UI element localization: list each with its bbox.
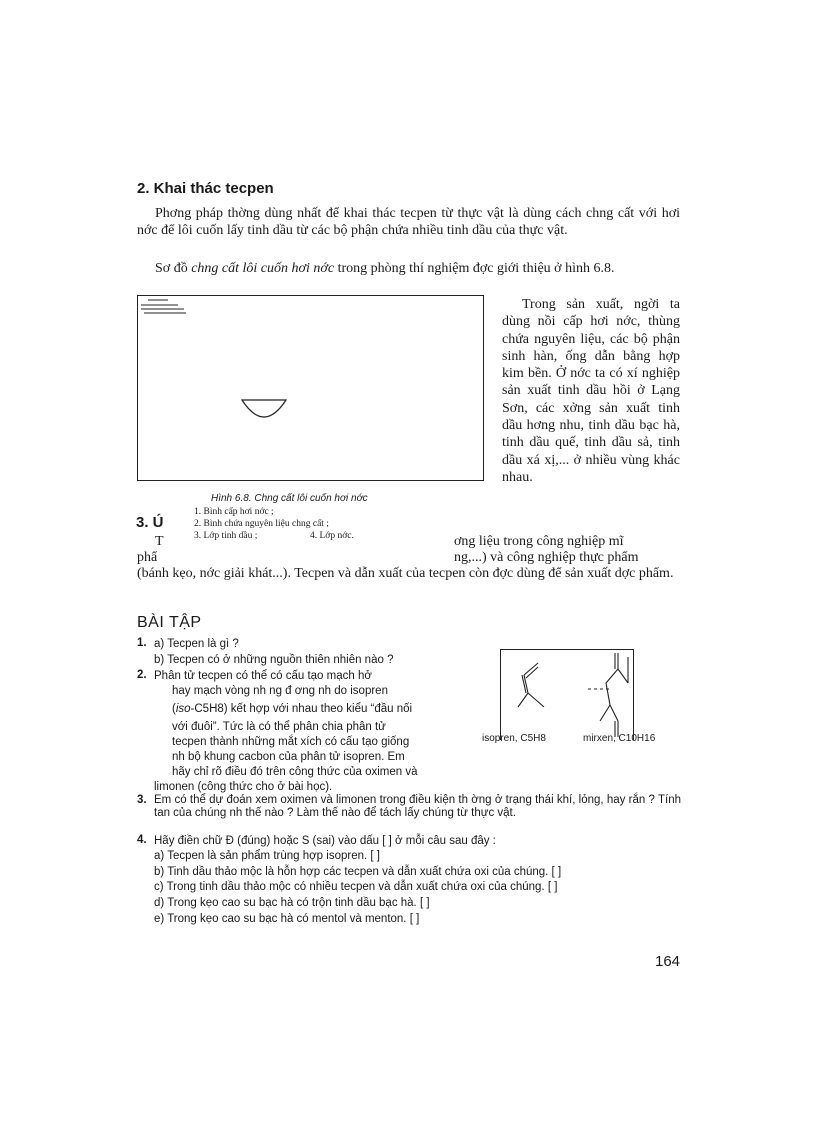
- q4-d: d) Trong kẹo cao su bạc hà có trộn tinh dầu bạc hà. [ ]: [154, 897, 430, 909]
- section-3-number: 3. Ú: [136, 514, 164, 531]
- figure-caption: Hình 6.8. Chng cất lôi cuốn hơi nớc: [211, 493, 368, 504]
- side-column-text: Trong sản xuất, ngời ta dùng nồi cấp hơi nớc, thùng chứa nguyên liệu, các bộ phận sinh hàn, ống dẫn bằng hợp kim bền. Ở nớc ta có xí nghiệp sản xuất tinh dầu hồi ở Lạng Sơn, các xởng sản xuất tinh dầu hơng nhu, tinh dầu bạc hà, tinh dầu quế, tinh dầu sả, tinh dầu xá xị,... ở nhiều vùng khác nhau.: [502, 297, 680, 485]
- structure-box: [500, 649, 634, 740]
- q3-number: 3.: [137, 794, 147, 806]
- section-2-paragraph-1: Phơng pháp thờng dùng nhất để khai thác tecpen từ thực vật là dùng cách chng cất với hơi nớc để lôi cuốn lấy tinh dầu từ các bộ phận chứa nhiều tinh dầu của thực vật.: [137, 206, 680, 238]
- q4-c: c) Trong tinh dầu thảo mộc có nhiều tecpen và dẫn xuất chứa oxi của chúng. [ ]: [154, 881, 558, 893]
- separating-funnel-bowl: [242, 400, 286, 417]
- q4-e: e) Trong kẹo cao su bạc hà có mentol và menton. [ ]: [154, 913, 420, 925]
- q2-line-2: hay mạch vòng nh ng đ ơng nh do isopren: [172, 685, 388, 697]
- para2-italic: chng cất lôi cuốn hơi nớc: [191, 261, 335, 276]
- section-2-title: 2. Khai thác tecpen: [137, 180, 274, 197]
- section-3-line-2-end: ng,...) và công nghiệp thực phẩm: [454, 550, 639, 565]
- q4-a: a) Tecpen là sản phẩm trùng hợp isopren. [ ]: [154, 850, 380, 862]
- q4-b: b) Tinh dầu thảo mộc là hỗn hợp các tecpen và dẫn xuất chứa oxi của chúng. [ ]: [154, 866, 562, 878]
- q2-line-6: nh bộ khung cacbon của phân tử isopren. Em: [172, 751, 405, 763]
- distillation-diagram: [138, 296, 483, 480]
- q2-line-3-rest: -C5H8) kết hợp với nhau theo kiểu “đầu nối: [190, 703, 413, 715]
- page-number: 164: [655, 953, 681, 970]
- para2-post: trong phòng thí nghiệm đợc giới thiệu ở hình 6.8.: [334, 261, 615, 276]
- q4-text: Hãy điền chữ Đ (đúng) hoặc S (sai) vào dấu [ ] ở mỗi câu sau đây :: [154, 835, 496, 847]
- q2-line-5: tecpen thành những mắt xích có cấu tạo giống: [172, 736, 410, 748]
- q2-line-3-open: (: [172, 703, 176, 715]
- isoprene-label: isopren, C5H8: [482, 733, 546, 744]
- legend-item-2: 2. Bình chứa nguyên liệu chng cất ;: [194, 519, 329, 529]
- q2-line-4: với đuôi”. Tức là có thể phân chia phân tử: [172, 721, 386, 733]
- q2-line-8: limonen (công thức cho ở bài học).: [154, 781, 333, 793]
- water-lines: [141, 300, 186, 313]
- legend-item-1: 1. Bình cấp hơi nớc ;: [194, 507, 274, 517]
- q4-number: 4.: [137, 834, 147, 846]
- exercises-title: BÀI TẬP: [137, 614, 202, 631]
- q2-line-3: [172, 702, 412, 718]
- q2-number: 2.: [137, 669, 147, 681]
- q2-line-7: hãy chỉ rõ điều đó trên công thức của oximen và: [172, 766, 418, 778]
- q2-line-3-iso: iso: [175, 703, 191, 715]
- q3-text: Em có thể dự đoán xem oximen và limonen trong điều kiện th ờng ở trạng thái khí, lỏng, hay rắn ? Tính tan của chúng nh thế nào ? Làm thế nào để tách lấy chúng từ thực vật.: [154, 794, 681, 819]
- section-3-line-1-end: ơng liệu trong công nghiệp mĩ: [454, 534, 624, 549]
- section-3-line-3: (bánh kẹo, nớc giải khát...). Tecpen và dẫn xuất của tecpen còn đợc dùng để sản xuất dợc phẩm.: [137, 566, 674, 581]
- q1-number: 1.: [137, 637, 147, 649]
- section-2-paragraph-2: [137, 260, 680, 277]
- q1-b: b) Tecpen có ở những nguồn thiên nhiên nào ?: [154, 654, 394, 666]
- figure-6-8-box: [137, 295, 484, 481]
- isoprene-myrcene-structures: [500, 649, 634, 740]
- legend-item-3: 3. Lớp tinh dầu ;: [194, 531, 258, 541]
- section-3-line-2-start: phẩ: [137, 550, 158, 565]
- q2-line-1: Phân tử tecpen có thể có cấu tạo mạch hở: [154, 670, 372, 682]
- section-3-line-1-start: T: [155, 534, 164, 549]
- legend-item-4: 4. Lớp nớc.: [310, 531, 354, 541]
- para2-pre: Sơ đồ: [155, 261, 192, 276]
- myrcene-label: mirxen, C10H16: [583, 733, 656, 744]
- q1-a: a) Tecpen là gì ?: [154, 638, 239, 650]
